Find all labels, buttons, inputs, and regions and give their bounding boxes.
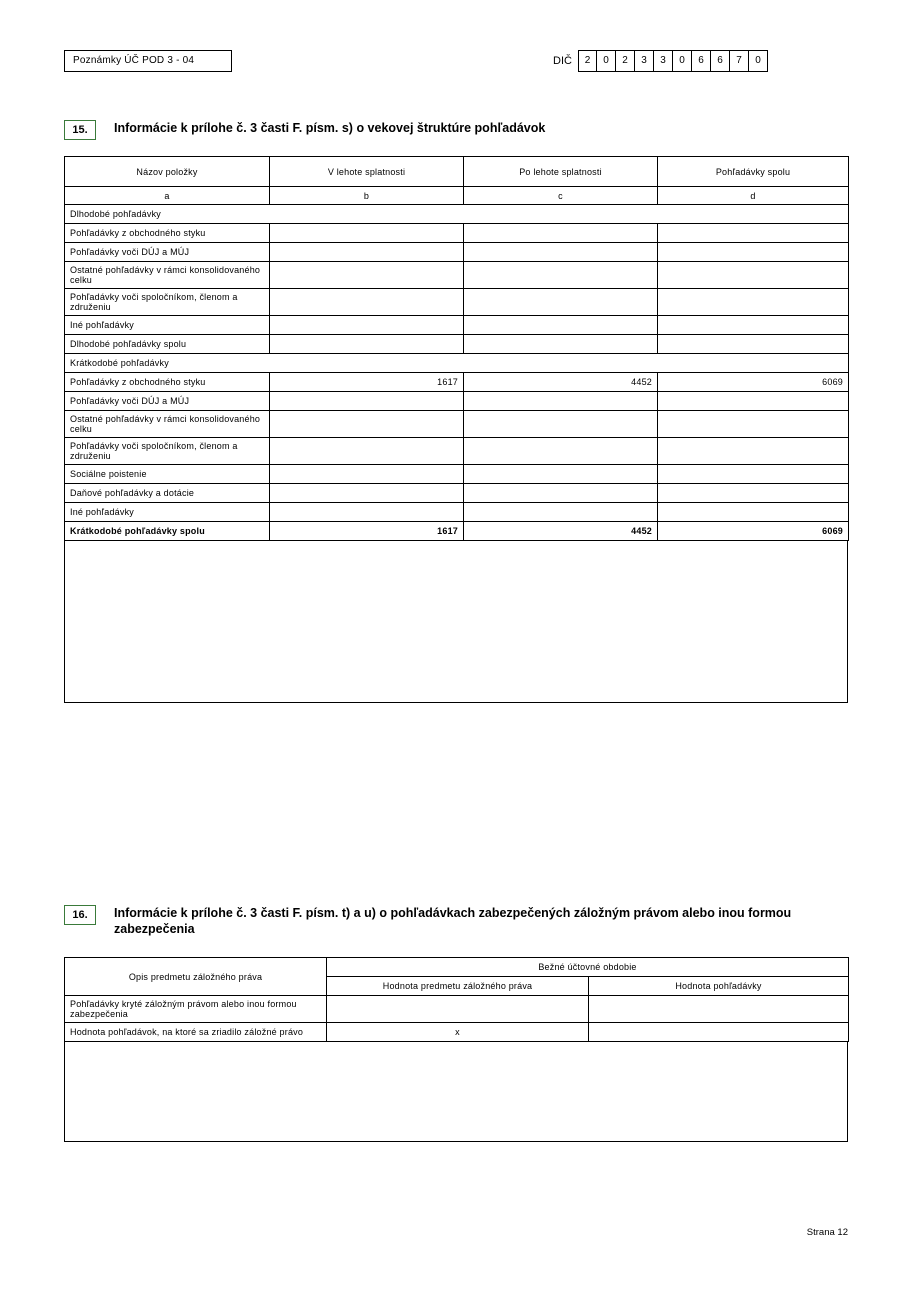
section-16-heading bbox=[64, 905, 848, 937]
row-label: Ostatné pohľadávky v rámci konsolidovaného celku bbox=[65, 262, 270, 289]
table-row bbox=[65, 411, 849, 438]
row-label: Sociálne poistenie bbox=[65, 465, 270, 484]
cell-value[interactable] bbox=[270, 289, 464, 316]
row-label: Daňové pohľadávky a dotácie bbox=[65, 484, 270, 503]
table-row bbox=[65, 522, 849, 541]
section-15 bbox=[64, 120, 848, 703]
cell-value[interactable] bbox=[658, 465, 849, 484]
table-row bbox=[65, 224, 849, 243]
table-row bbox=[65, 316, 849, 335]
table-body-rows bbox=[65, 205, 849, 541]
col-sub1-header: Hodnota predmetu záložného práva bbox=[327, 977, 589, 996]
row-label: Dlhodobé pohľadávky bbox=[65, 205, 849, 224]
cell-value[interactable] bbox=[270, 262, 464, 289]
cell-value[interactable] bbox=[327, 996, 589, 1023]
dic-digit: 2 bbox=[578, 50, 597, 72]
cell-value[interactable] bbox=[658, 224, 849, 243]
cell-value[interactable]: 1617 bbox=[270, 373, 464, 392]
column-header: V lehote splatnosti bbox=[270, 157, 464, 187]
table-row bbox=[65, 1023, 849, 1042]
row-label: Pohľadávky voči DÚJ a MÚJ bbox=[65, 392, 270, 411]
column-header: Názov položky bbox=[65, 157, 270, 187]
section-16 bbox=[64, 905, 848, 1142]
cell-value[interactable] bbox=[658, 243, 849, 262]
row-label: Pohľadávky z obchodného styku bbox=[65, 373, 270, 392]
cell-value[interactable] bbox=[658, 262, 849, 289]
table-row bbox=[65, 392, 849, 411]
cell-value[interactable]: x bbox=[327, 1023, 589, 1042]
cell-value[interactable] bbox=[464, 484, 658, 503]
section-15-title: Informácie k prílohe č. 3 časti F. písm. s) o vekovej štruktúre pohľadávok bbox=[114, 121, 546, 135]
column-letter: b bbox=[270, 187, 464, 205]
table-row bbox=[65, 289, 849, 316]
cell-value[interactable] bbox=[464, 503, 658, 522]
cell-value[interactable] bbox=[270, 224, 464, 243]
cell-value[interactable] bbox=[589, 1023, 849, 1042]
dic-field bbox=[553, 50, 768, 72]
table-body-rows bbox=[65, 996, 849, 1042]
dic-digit: 3 bbox=[635, 50, 654, 72]
row-label: Pohľadávky voči spoločníkom, členom a združeniu bbox=[65, 289, 270, 316]
table-row bbox=[65, 958, 849, 977]
dic-digit: 2 bbox=[616, 50, 635, 72]
cell-value[interactable] bbox=[658, 335, 849, 354]
cell-value[interactable] bbox=[589, 996, 849, 1023]
cell-value[interactable] bbox=[658, 392, 849, 411]
cell-value[interactable] bbox=[464, 224, 658, 243]
row-label: Dlhodobé pohľadávky spolu bbox=[65, 335, 270, 354]
row-label: Ostatné pohľadávky v rámci konsolidovaného celku bbox=[65, 411, 270, 438]
cell-value[interactable] bbox=[464, 438, 658, 465]
col-desc-header: Opis predmetu záložného práva bbox=[65, 958, 327, 996]
dic-digit: 3 bbox=[654, 50, 673, 72]
table-row bbox=[65, 465, 849, 484]
table-row bbox=[65, 262, 849, 289]
cell-value[interactable] bbox=[464, 289, 658, 316]
table-row bbox=[65, 205, 849, 224]
form-code: Poznámky ÚČ POD 3 - 04 bbox=[64, 50, 232, 72]
dic-digit: 0 bbox=[749, 50, 768, 72]
row-label: Iné pohľadávky bbox=[65, 503, 270, 522]
cell-value[interactable] bbox=[270, 411, 464, 438]
cell-value[interactable] bbox=[270, 392, 464, 411]
col-period-header: Bežné účtovné obdobie bbox=[327, 958, 849, 977]
cell-value[interactable] bbox=[658, 289, 849, 316]
column-letter: a bbox=[65, 187, 270, 205]
table-header-row bbox=[65, 157, 849, 187]
column-header: Pohľadávky spolu bbox=[658, 157, 849, 187]
cell-value[interactable] bbox=[464, 316, 658, 335]
cell-value[interactable] bbox=[270, 465, 464, 484]
section-15-notes-box[interactable] bbox=[64, 541, 848, 703]
dic-digit: 0 bbox=[597, 50, 616, 72]
dic-digit: 6 bbox=[692, 50, 711, 72]
section-16-number: 16. bbox=[64, 905, 96, 925]
cell-value[interactable] bbox=[464, 411, 658, 438]
pledged-receivables-table bbox=[64, 957, 849, 1042]
cell-value[interactable] bbox=[464, 392, 658, 411]
cell-value[interactable] bbox=[270, 316, 464, 335]
cell-value[interactable]: 6069 bbox=[658, 373, 849, 392]
dic-digit: 0 bbox=[673, 50, 692, 72]
row-label: Pohľadávky kryté záložným právom alebo inou formou zabezpečenia bbox=[65, 996, 327, 1023]
row-label: Iné pohľadávky bbox=[65, 316, 270, 335]
page-number: Strana 12 bbox=[806, 1227, 848, 1238]
table-row bbox=[65, 503, 849, 522]
cell-value[interactable] bbox=[464, 335, 658, 354]
cell-value[interactable]: 4452 bbox=[464, 373, 658, 392]
row-label: Krátkodobé pohľadávky bbox=[65, 354, 849, 373]
cell-value[interactable] bbox=[658, 316, 849, 335]
cell-value[interactable] bbox=[270, 503, 464, 522]
column-letter: d bbox=[658, 187, 849, 205]
page-header bbox=[64, 50, 848, 80]
table-letter-row bbox=[65, 187, 849, 205]
receivables-aging-table bbox=[64, 156, 849, 541]
cell-value[interactable] bbox=[464, 262, 658, 289]
row-label: Hodnota pohľadávok, na ktoré sa zriadilo záložné právo bbox=[65, 1023, 327, 1042]
cell-value[interactable] bbox=[270, 243, 464, 262]
cell-value[interactable] bbox=[270, 484, 464, 503]
cell-value[interactable] bbox=[658, 484, 849, 503]
table-row bbox=[65, 484, 849, 503]
row-label: Krátkodobé pohľadávky spolu bbox=[65, 522, 270, 541]
dic-digit-cells bbox=[578, 50, 768, 72]
row-label: Pohľadávky z obchodného styku bbox=[65, 224, 270, 243]
section-16-notes-box[interactable] bbox=[64, 1042, 848, 1142]
cell-value[interactable]: 6069 bbox=[658, 522, 849, 541]
section-15-number: 15. bbox=[64, 120, 96, 140]
dic-digit: 7 bbox=[730, 50, 749, 72]
dic-label: DIČ bbox=[553, 55, 572, 67]
table-header-rows bbox=[65, 157, 849, 205]
table-row bbox=[65, 335, 849, 354]
section-15-heading bbox=[64, 120, 848, 140]
table-row bbox=[65, 354, 849, 373]
cell-value[interactable]: 1617 bbox=[270, 522, 464, 541]
cell-value[interactable] bbox=[270, 438, 464, 465]
row-label: Pohľadávky voči DÚJ a MÚJ bbox=[65, 243, 270, 262]
cell-value[interactable] bbox=[658, 411, 849, 438]
cell-value[interactable] bbox=[464, 465, 658, 484]
table-row bbox=[65, 373, 849, 392]
table-row bbox=[65, 243, 849, 262]
col-sub2-header: Hodnota pohľadávky bbox=[589, 977, 849, 996]
cell-value[interactable] bbox=[658, 503, 849, 522]
row-label: Pohľadávky voči spoločníkom, členom a združeniu bbox=[65, 438, 270, 465]
cell-value[interactable]: 4452 bbox=[464, 522, 658, 541]
cell-value[interactable] bbox=[464, 243, 658, 262]
dic-digit: 6 bbox=[711, 50, 730, 72]
table-row bbox=[65, 438, 849, 465]
column-header: Po lehote splatnosti bbox=[464, 157, 658, 187]
section-16-title: Informácie k prílohe č. 3 časti F. písm. t) a u) o pohľadávkach zabezpečených záložným právom alebo inou formou zabezpečenia bbox=[114, 906, 792, 936]
cell-value[interactable] bbox=[270, 335, 464, 354]
column-letter: c bbox=[464, 187, 658, 205]
table-row bbox=[65, 996, 849, 1023]
cell-value[interactable] bbox=[658, 438, 849, 465]
